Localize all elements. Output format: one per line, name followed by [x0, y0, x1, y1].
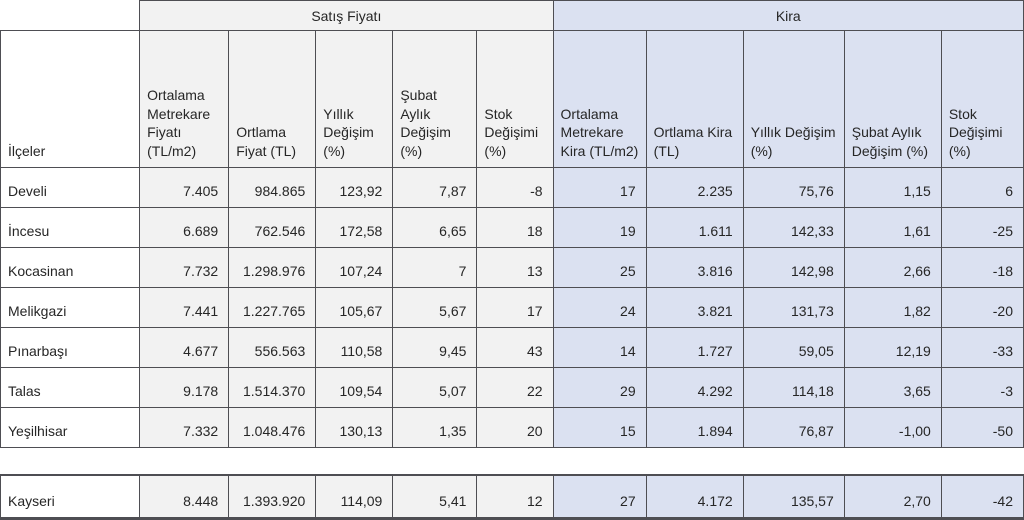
row-header-cell: İlçeler	[1, 31, 140, 168]
table-cell: 131,73	[743, 288, 844, 328]
table-cell: 1,15	[844, 168, 941, 208]
table-cell: 4.172	[646, 475, 743, 519]
table-row	[1, 475, 1024, 519]
table-cell: 20	[477, 408, 553, 448]
table-cell: 1.393.920	[229, 475, 316, 519]
table-cell: -18	[941, 248, 1023, 288]
table-cell: -1,00	[844, 408, 941, 448]
row-label: Yeşilhisar	[1, 408, 140, 448]
table-cell: 1.227.765	[229, 288, 316, 328]
table-cell: 142,98	[743, 248, 844, 288]
table-cell: 7,87	[393, 168, 477, 208]
corner-spacer	[1, 1, 140, 31]
sale-section-header: Satış Fiyatı	[140, 1, 553, 31]
table-header	[1, 1, 1024, 168]
table-cell: 19	[553, 208, 646, 248]
column-header-row	[1, 31, 1024, 168]
table-cell: 762.546	[229, 208, 316, 248]
table-cell: 76,87	[743, 408, 844, 448]
table-cell: 2,70	[844, 475, 941, 519]
column-header-sale-avg: Ortlama Fiyat (TL)	[229, 31, 316, 168]
row-label: Develi	[1, 168, 140, 208]
table-cell: 114,09	[316, 475, 393, 519]
table-cell: 109,54	[316, 368, 393, 408]
table-cell: 110,58	[316, 328, 393, 368]
table-cell: 5,07	[393, 368, 477, 408]
spacer-row	[1, 448, 1024, 475]
table-cell: -8	[477, 168, 553, 208]
row-label: İncesu	[1, 208, 140, 248]
table-cell: 5,67	[393, 288, 477, 328]
table-cell: 105,67	[316, 288, 393, 328]
table-row	[1, 408, 1024, 448]
table-cell: 984.865	[229, 168, 316, 208]
table-cell: 1.894	[646, 408, 743, 448]
table-cell: 29	[553, 368, 646, 408]
table-cell: 1,82	[844, 288, 941, 328]
row-label: Kayseri	[1, 475, 140, 519]
summary-section	[1, 475, 1024, 519]
table-cell: -3	[941, 368, 1023, 408]
table-cell: 17	[477, 288, 553, 328]
table-cell: 6	[941, 168, 1023, 208]
row-label: Kocasinan	[1, 248, 140, 288]
table-cell: 3,65	[844, 368, 941, 408]
table-cell: 7	[393, 248, 477, 288]
column-header-rent-sqm: Ortalama Metrekare Kira (TL/m2)	[553, 31, 646, 168]
table-row	[1, 168, 1024, 208]
table-cell: -42	[941, 475, 1023, 519]
table-cell: 1.298.976	[229, 248, 316, 288]
table-cell: 43	[477, 328, 553, 368]
table-cell: 1.727	[646, 328, 743, 368]
column-header-sale-stock: Stok Değişimi (%)	[477, 31, 553, 168]
table-cell: 12	[477, 475, 553, 519]
table-cell: 130,13	[316, 408, 393, 448]
column-header-rent-avg: Ortlama Kira (TL)	[646, 31, 743, 168]
table-cell: 6.689	[140, 208, 229, 248]
table-cell: 7.405	[140, 168, 229, 208]
gap-section	[1, 448, 1024, 475]
column-header-sale-monthly: Şubat Aylık Değişim (%)	[393, 31, 477, 168]
table-cell: 4.292	[646, 368, 743, 408]
table-row	[1, 248, 1024, 288]
column-header-sale-yearly: Yıllık Değişim (%)	[316, 31, 393, 168]
table-cell: 2,66	[844, 248, 941, 288]
table-cell: 135,57	[743, 475, 844, 519]
table-cell: 556.563	[229, 328, 316, 368]
table-cell: 5,41	[393, 475, 477, 519]
table-row	[1, 208, 1024, 248]
table-row	[1, 368, 1024, 408]
table-cell: 1,35	[393, 408, 477, 448]
row-label: Pınarbaşı	[1, 328, 140, 368]
table-row	[1, 288, 1024, 328]
table-cell: 1.514.370	[229, 368, 316, 408]
table-cell: 4.677	[140, 328, 229, 368]
table-cell: 14	[553, 328, 646, 368]
column-header-rent-monthly: Şubat Aylık Değişim (%)	[844, 31, 941, 168]
table-cell: 27	[553, 475, 646, 519]
table-cell: 22	[477, 368, 553, 408]
table-cell: 17	[553, 168, 646, 208]
rent-section-header: Kira	[553, 1, 1023, 31]
table-cell: 1.048.476	[229, 408, 316, 448]
table-cell: 123,92	[316, 168, 393, 208]
table-cell: -20	[941, 288, 1023, 328]
table-cell: 1.611	[646, 208, 743, 248]
table-cell: 172,58	[316, 208, 393, 248]
district-rows	[1, 168, 1024, 448]
section-header-row	[1, 1, 1024, 31]
table-cell: 7.441	[140, 288, 229, 328]
spacer-cell	[1, 448, 1024, 475]
table-cell: 8.448	[140, 475, 229, 519]
table-row	[1, 328, 1024, 368]
column-header-rent-stock: Stok Değişimi (%)	[941, 31, 1023, 168]
table-cell: 25	[553, 248, 646, 288]
table-cell: 107,24	[316, 248, 393, 288]
table-cell: 7.732	[140, 248, 229, 288]
table-cell: 1,61	[844, 208, 941, 248]
table-cell: -25	[941, 208, 1023, 248]
column-header-sale-sqm: Ortalama Metrekare Fiyatı (TL/m2)	[140, 31, 229, 168]
table-cell: 3.816	[646, 248, 743, 288]
table-cell: 59,05	[743, 328, 844, 368]
table-cell: 114,18	[743, 368, 844, 408]
table-cell: 24	[553, 288, 646, 328]
table-cell: 75,76	[743, 168, 844, 208]
table-cell: 6,65	[393, 208, 477, 248]
row-label: Melikgazi	[1, 288, 140, 328]
table-cell: 142,33	[743, 208, 844, 248]
column-header-rent-yearly: Yıllık Değişim (%)	[743, 31, 844, 168]
table-cell: 15	[553, 408, 646, 448]
table-cell: 2.235	[646, 168, 743, 208]
table-cell: -50	[941, 408, 1023, 448]
table-cell: -33	[941, 328, 1023, 368]
table-cell: 7.332	[140, 408, 229, 448]
table-cell: 3.821	[646, 288, 743, 328]
table-cell: 9.178	[140, 368, 229, 408]
row-label: Talas	[1, 368, 140, 408]
table-cell: 18	[477, 208, 553, 248]
table-cell: 12,19	[844, 328, 941, 368]
table-cell: 13	[477, 248, 553, 288]
table-cell: 9,45	[393, 328, 477, 368]
